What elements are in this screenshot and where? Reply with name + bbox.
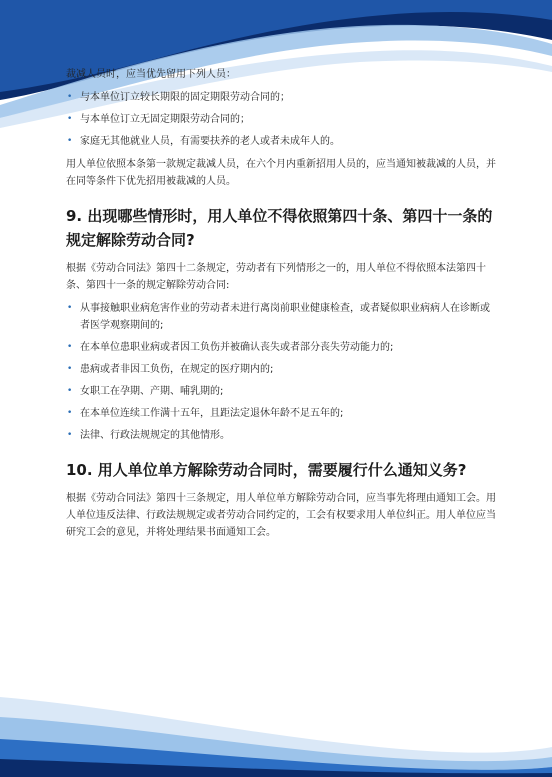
list-item: • 患病或者非因工负伤，在规定的医疗期内的; [66,361,496,378]
document-body [66,66,496,547]
bullet-icon: • [67,114,73,124]
list-item: • 与本单位订立无固定期限劳动合同的； [66,111,496,128]
bullet-icon: • [67,408,73,418]
list-item: • 从事接触职业病危害作业的劳动者未进行离岗前职业健康检查，或者疑似职业病病人在诊断或者医学观察期间的; [66,300,496,334]
q10-body-paragraph: 根据《劳动合同法》第四十三条规定，用人单位单方解除劳动合同，应当事先将理由通知工会。用人单位违反法律、行政法规规定或者劳动合同约定的，工会有权要求用人单位纠正。用人单位应当研究工会的意见，并将处理结果书面通知工会。 [66,493,496,538]
list-item: • 在本单位连续工作满十五年，且距法定退休年龄不足五年的; [66,405,496,422]
section-heading-q10: 10. 用人单位单方解除劳动合同时，需要履行什么通知义务? [66,461,467,479]
bullet-icon: • [67,364,73,374]
retain-list [66,89,496,150]
bullet-icon: • [67,136,73,146]
list-item: • 家庭无其他就业人员，有需要扶养的老人或者未成年人的。 [66,133,496,150]
list-item: • 在本单位患职业病或者因工负伤并被确认丧失或者部分丧失劳动能力的; [66,339,496,356]
bullet-icon: • [67,430,73,440]
bullet-icon: • [67,92,73,102]
list-item: • 法律、行政法规规定的其他情形。 [66,427,496,444]
section-heading-q9: 9. 出现哪些情形时，用人单位不得依照第四十条、第四十一条的规定解除劳动合同? [66,207,493,249]
q9-lead-paragraph: 根据《劳动合同法》第四十二条规定，劳动者有下列情形之一的，用人单位不得依照本法第四十条、第四十一条的规定解除劳动合同: [66,263,486,291]
list-item: • 女职工在孕期、产期、哺乳期的; [66,383,496,400]
list-item: • 与本单位订立较长期限的固定期限劳动合同的； [66,89,496,106]
q9-list [66,300,496,444]
intro-line: 裁减人员时，应当优先留用下列人员： [66,69,236,80]
bottom-wave-decoration [0,667,552,777]
bullet-icon: • [67,342,73,352]
bullet-icon: • [67,386,73,396]
bullet-icon: • [67,303,73,313]
rehire-paragraph: 用人单位依照本条第一款规定裁减人员，在六个月内重新招用人员的，应当通知被裁减的人员，并在同等条件下优先招用被裁减的人员。 [66,159,496,187]
